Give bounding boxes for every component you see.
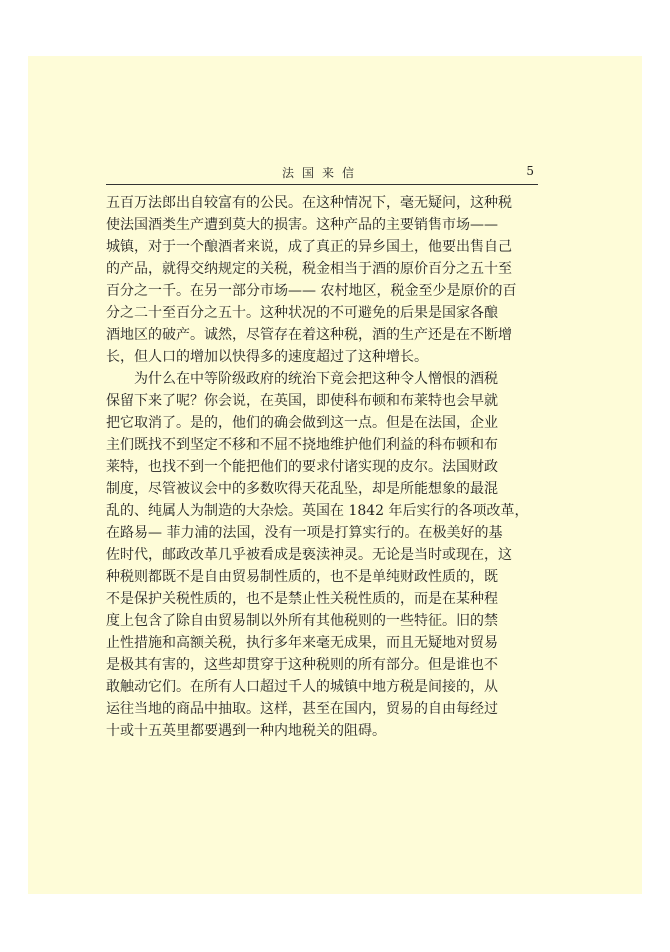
- text-line: 长，但人口的增加以快得多的速度超过了这种增长。: [106, 349, 428, 365]
- running-header: [106, 164, 538, 185]
- text-line: 敢触动它们。在所有人口超过千人的城镇中地方税是间接的，从: [106, 679, 498, 695]
- text-line: 主们既找不到坚定不移和不屈不挠地维护他们利益的科布顿和布: [106, 437, 498, 453]
- text-line: 莱特，也找不到一个能把他们的要求付诸实现的皮尔。法国财政: [106, 459, 498, 475]
- header-title: 法国来信: [281, 166, 362, 180]
- text-line: 五百万法郎出自较富有的公民。在这种情况下，毫无疑问，这种税: [106, 195, 512, 211]
- text-line: 的产品，就得交纳规定的关税，税金相当于酒的原价百分之五十至: [106, 261, 512, 277]
- text-line: 十或十五英里都要遇到一种内地税关的阻碍。: [106, 723, 386, 739]
- text-line: 度上包含了除自由贸易制以外所有其他税则的一些特征。旧的禁: [106, 613, 498, 629]
- text-line: 佐时代，邮政改革几乎被看成是亵渎神灵。无论是当时或现在，这: [106, 547, 512, 563]
- text-line: 保留下来了呢？你会说，在英国，即使科布顿和布莱特也会早就: [106, 393, 498, 409]
- text-line: 酒地区的破产。诚然，尽管存在着这种税，酒的生产还是在不断增: [106, 327, 512, 343]
- text-line: 分之二十至百分之五十。这种状况的不可避免的后果是国家各酿: [106, 305, 498, 321]
- text-line: 是极其有害的，这些却贯穿于这种税则的所有部分。但是谁也不: [106, 657, 498, 673]
- paragraph-first-line: 为什么在中等阶级政府的统治下竟会把这种令人憎恨的酒税: [134, 371, 498, 387]
- text-line: 使法国酒类生产遭到莫大的损害。这种产品的主要销售市场——: [106, 217, 498, 233]
- text-line: 止性措施和高额关税，执行多年来毫无成果，而且无疑地对贸易: [106, 635, 498, 651]
- text-line: 运往当地的商品中抽取。这样，甚至在国内，贸易的自由每经过: [106, 701, 498, 717]
- text-line: 城镇，对于一个酿酒者来说，成了真正的异乡国土，他要出售自己: [106, 239, 512, 255]
- page-number: 5: [526, 164, 534, 178]
- text-line: 制度，尽管被议会中的多数吹得天花乱坠，却是所能想象的最混: [106, 481, 498, 497]
- text-line: 乱的、纯属人为制造的大杂烩。英国在 1842 年后实行的各项改革，: [106, 503, 529, 519]
- text-line: 不是保护关税性质的，也不是禁止性关税性质的，而是在某种程: [106, 591, 498, 607]
- text-line: 把它取消了。是的，他们的确会做到这一点。但是在法国，企业: [106, 415, 498, 431]
- text-line: 在路易— 菲力浦的法国，没有一项是打算实行的。在极美好的基: [106, 525, 503, 541]
- text-line: 百分之一千。在另一部分市场—— 农村地区，税金至少是原价的百: [106, 283, 517, 299]
- text-line: 种税则都既不是自由贸易制性质的，也不是单纯财政性质的，既: [106, 569, 498, 585]
- body-text: [106, 192, 538, 742]
